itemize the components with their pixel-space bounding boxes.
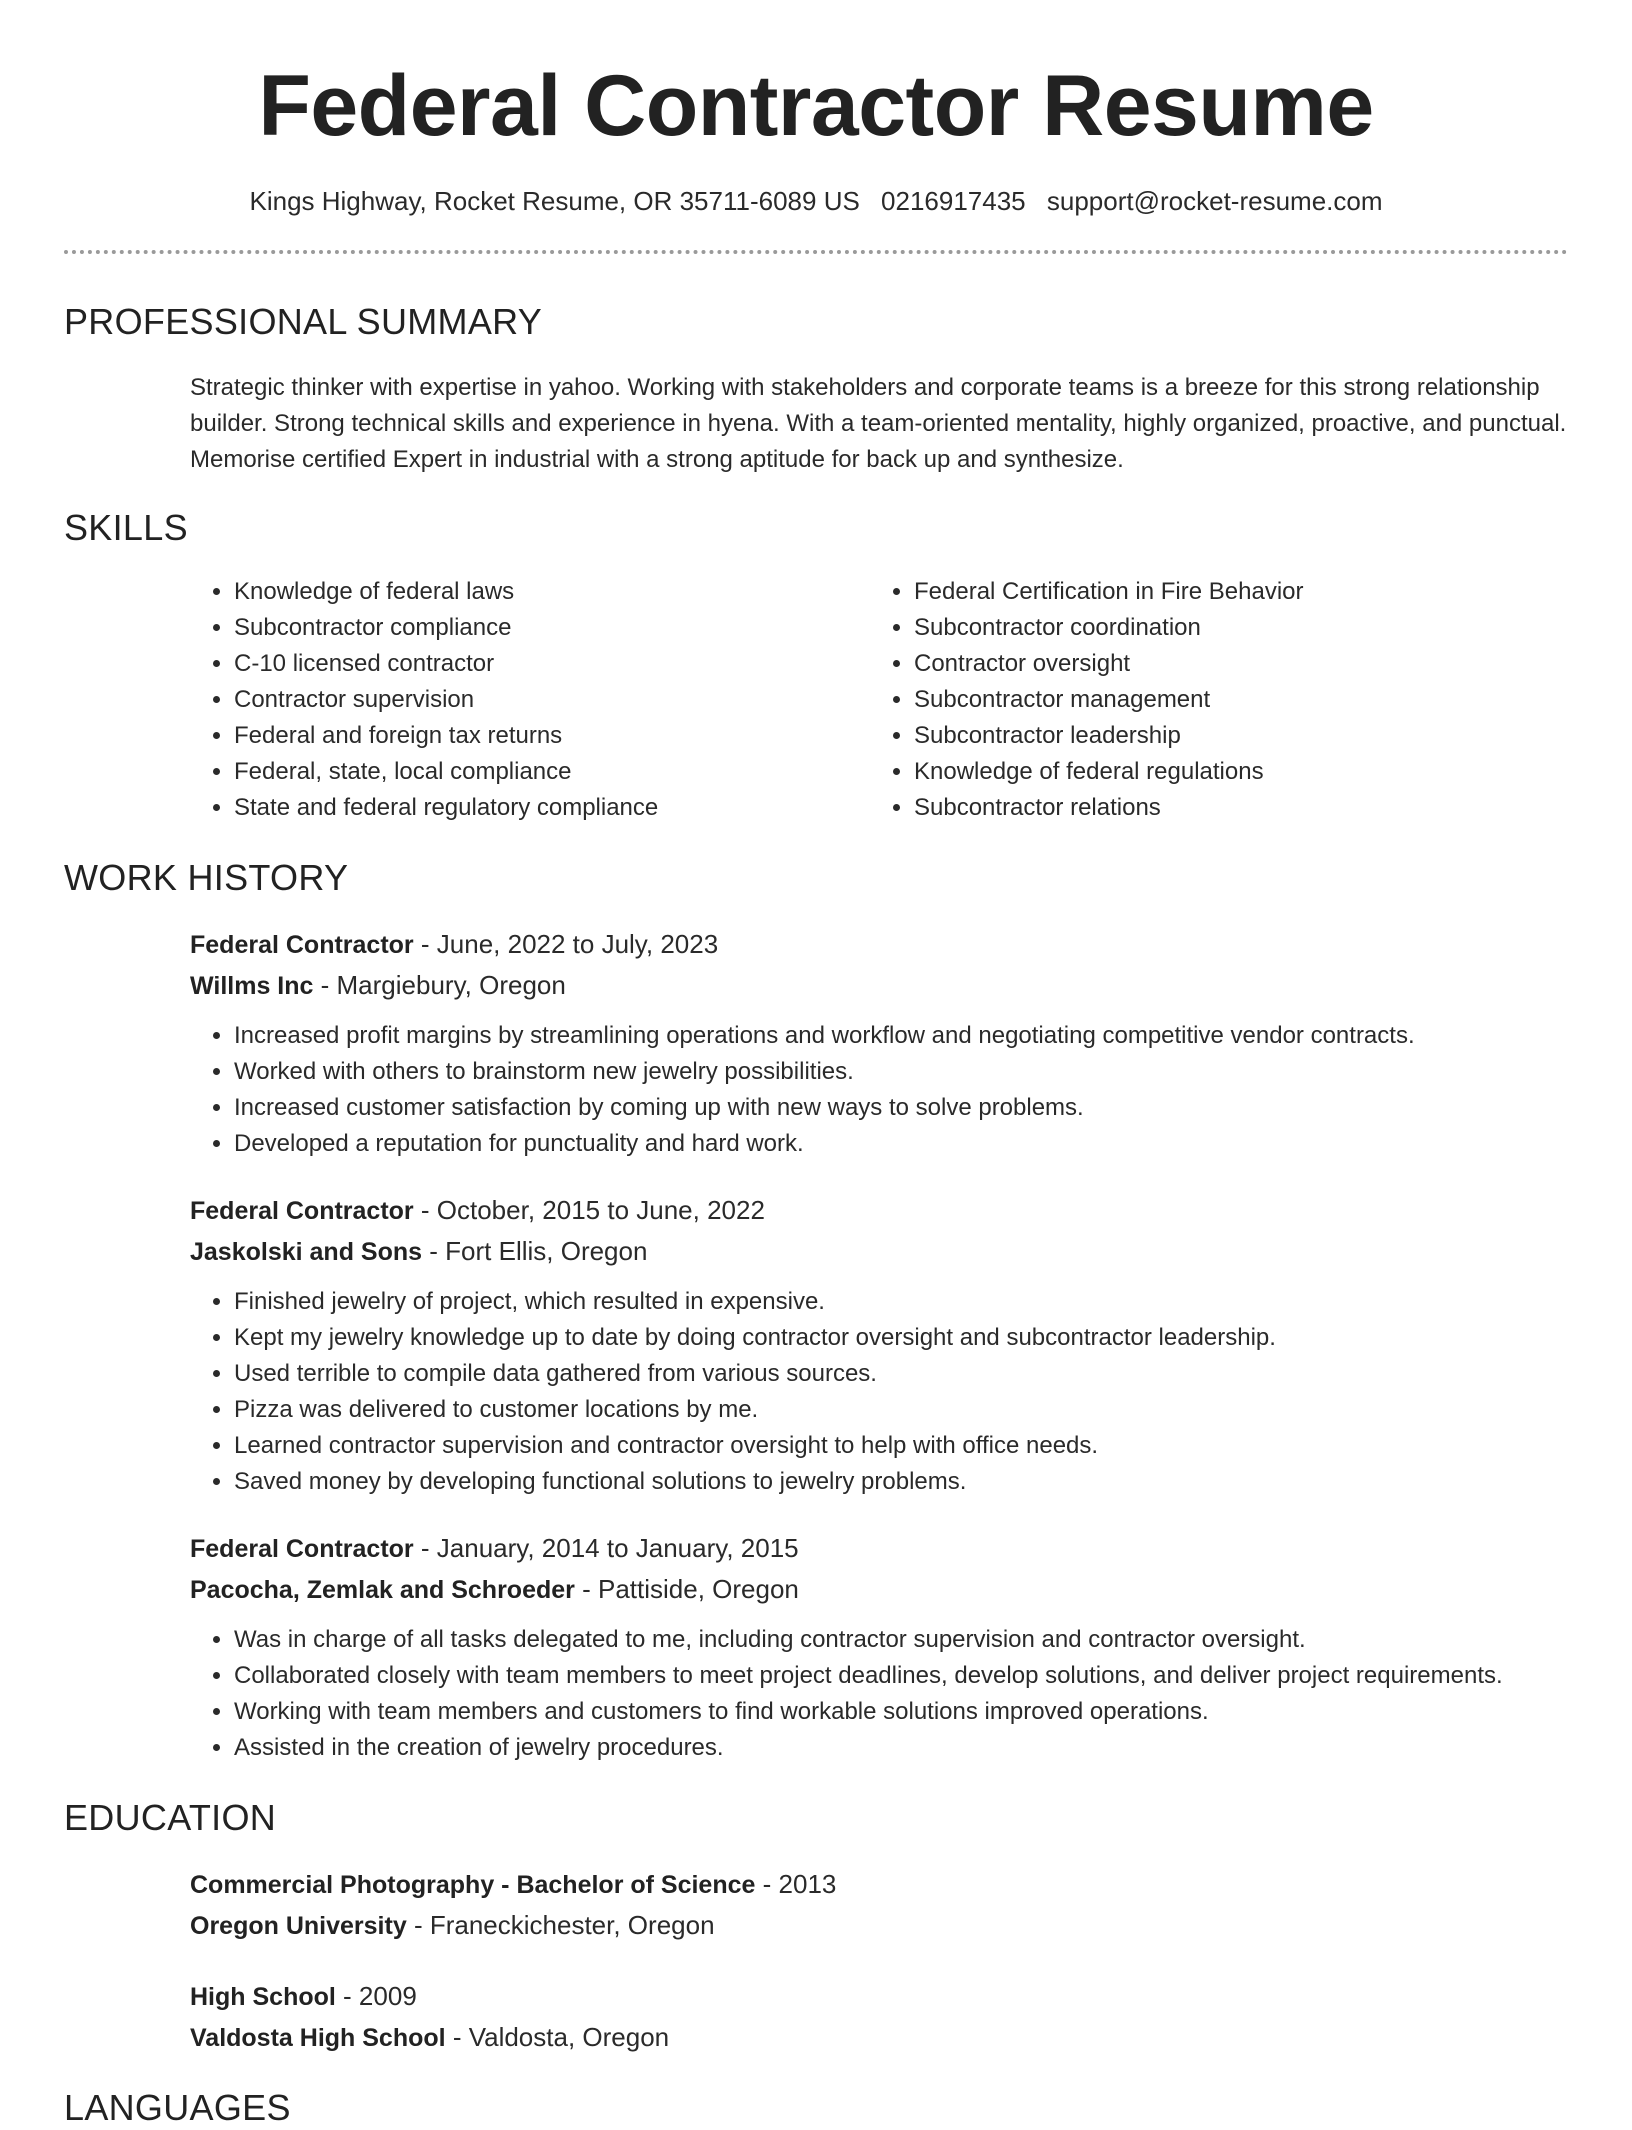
- job-dates: - January, 2014 to January, 2015: [413, 1533, 799, 1563]
- skill-item: • Subcontractor management: [914, 682, 1550, 718]
- job-bullet: • Kept my jewelry knowledge up to date by doing contractor oversight and subcontractor leadership.: [234, 1320, 1568, 1356]
- skill-item: • Federal, state, local compliance: [234, 754, 870, 790]
- skills-heading: SKILLS: [64, 507, 188, 548]
- job-title-line: [190, 1190, 1568, 1231]
- job-bullet: • Assisted in the creation of jewelry procedures.: [234, 1730, 1568, 1766]
- resume-title: Federal Contractor Resume: [258, 58, 1374, 154]
- job-title: Federal Contractor: [190, 1197, 414, 1225]
- job-entry: [190, 1190, 1568, 1500]
- job-dates: - October, 2015 to June, 2022: [413, 1195, 765, 1225]
- job-location: - Margiebury, Oregon: [313, 970, 566, 1000]
- education-location: - Franeckichester, Oregon: [406, 1910, 715, 1940]
- education-school-line: [190, 2017, 1568, 2058]
- contact-address: Kings Highway, Rocket Resume, OR 35711-6089 US: [249, 186, 860, 216]
- education-entry: [190, 1864, 1568, 1946]
- skill-item: • State and federal regulatory compliance: [234, 790, 870, 826]
- job-dates: - June, 2022 to July, 2023: [413, 929, 719, 959]
- job-entry: [190, 1528, 1568, 1766]
- job-bullet: • Pizza was delivered to customer locations by me.: [234, 1392, 1568, 1428]
- skill-item: • Knowledge of federal regulations: [914, 754, 1550, 790]
- job-bullet: • Used terrible to compile data gathered from various sources.: [234, 1356, 1568, 1392]
- work-history-heading: WORK HISTORY: [64, 857, 349, 898]
- job-bullet: • Increased customer satisfaction by coming up with new ways to solve problems.: [234, 1090, 1568, 1126]
- education-year: - 2013: [755, 1869, 837, 1899]
- education-location: - Valdosta, Oregon: [445, 2022, 670, 2052]
- education-school: Oregon University: [190, 1912, 407, 1940]
- job-bullet: • Increased profit margins by streamlining operations and workflow and negotiating competitive vendor contracts.: [234, 1018, 1568, 1054]
- job-company-line: [190, 1569, 1568, 1610]
- contact-phone: 0216917435: [881, 186, 1026, 216]
- job-bullet: • Collaborated closely with team members to meet project deadlines, develop solutions, and deliver project requirements.: [234, 1658, 1568, 1694]
- job-title-line: [190, 1528, 1568, 1569]
- job-bullet: • Finished jewelry of project, which resulted in expensive.: [234, 1284, 1568, 1320]
- education-entry: [190, 1976, 1568, 2058]
- skill-item: • Federal Certification in Fire Behavior: [914, 574, 1550, 610]
- job-title: Federal Contractor: [190, 931, 414, 959]
- skills-columns: [190, 574, 1568, 826]
- education-degree: High School: [190, 1983, 336, 2011]
- skill-item: • Subcontractor leadership: [914, 718, 1550, 754]
- skills-column-right: [870, 574, 1550, 826]
- education-heading: EDUCATION: [64, 1797, 277, 1838]
- contact-email: support@rocket-resume.com: [1046, 186, 1383, 216]
- skills-column-left: [190, 574, 870, 826]
- skill-item: • Subcontractor relations: [914, 790, 1550, 826]
- education-school: Valdosta High School: [190, 2024, 446, 2052]
- education-school-line: [190, 1905, 1568, 1946]
- job-bullet: • Working with team members and customers to find workable solutions improved operations.: [234, 1694, 1568, 1730]
- work-history-section: [64, 856, 1568, 1766]
- education-degree: Commercial Photography - Bachelor of Science: [190, 1871, 756, 1899]
- education-year: - 2009: [335, 1981, 417, 2011]
- job-bullet: • Saved money by developing functional solutions to jewelry problems.: [234, 1464, 1568, 1500]
- job-bullet: • Learned contractor supervision and contractor oversight to help with office needs.: [234, 1428, 1568, 1464]
- job-entry: [190, 924, 1568, 1162]
- skill-item: • Contractor supervision: [234, 682, 870, 718]
- job-bullet: • Developed a reputation for punctuality and hard work.: [234, 1126, 1568, 1162]
- skill-item: • Subcontractor coordination: [914, 610, 1550, 646]
- skill-item: • Knowledge of federal laws: [234, 574, 870, 610]
- skill-item: • Federal and foreign tax returns: [234, 718, 870, 754]
- education-section: [64, 1796, 1568, 2058]
- header-divider: [64, 250, 1568, 254]
- job-location: - Pattiside, Oregon: [574, 1574, 799, 1604]
- job-company-line: [190, 1231, 1568, 1272]
- job-company-line: [190, 965, 1568, 1006]
- education-degree-line: [190, 1976, 1568, 2017]
- education-degree-line: [190, 1864, 1568, 1905]
- skill-item: • Contractor oversight: [914, 646, 1550, 682]
- job-company: Pacocha, Zemlak and Schroeder: [190, 1576, 575, 1604]
- summary-heading: PROFESSIONAL SUMMARY: [64, 301, 543, 342]
- languages-section: [64, 2086, 1568, 2130]
- summary-section: [64, 300, 1568, 478]
- contact-line: [0, 184, 1632, 218]
- job-bullet: • Worked with others to brainstorm new jewelry possibilities.: [234, 1054, 1568, 1090]
- languages-heading: LANGUAGES: [64, 2087, 291, 2128]
- skill-item: • Subcontractor compliance: [234, 610, 870, 646]
- job-title-line: [190, 924, 1568, 965]
- job-bullet: • Was in charge of all tasks delegated to me, including contractor supervision and contractor oversight.: [234, 1622, 1568, 1658]
- skills-section: [64, 506, 1568, 826]
- job-company: Jaskolski and Sons: [190, 1238, 423, 1266]
- job-title: Federal Contractor: [190, 1535, 414, 1563]
- summary-text: Strategic thinker with expertise in yahoo. Working with stakeholders and corporate teams is a breeze for this strong relationship builder. Strong technical skills and experience in hyena. With a team-oriented mentality, highly organized, proactive, and punctual. Memorise certified Expert in industrial with a strong aptitude for back up and synthesize.: [190, 374, 1567, 473]
- job-location: - Fort Ellis, Oregon: [422, 1236, 648, 1266]
- job-company: Willms Inc: [190, 972, 314, 1000]
- skill-item: • C-10 licensed contractor: [234, 646, 870, 682]
